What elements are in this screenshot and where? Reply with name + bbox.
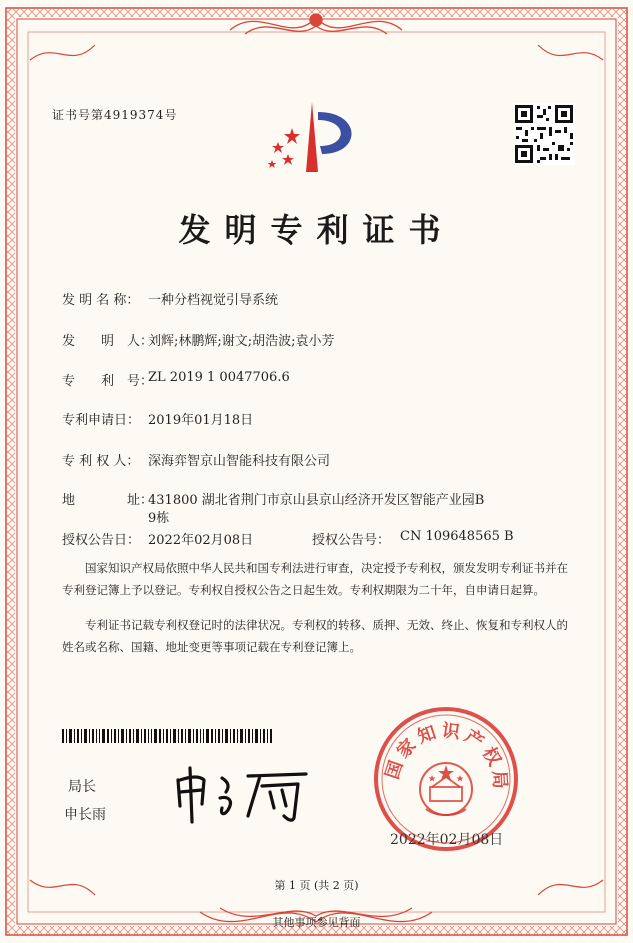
field-value-address-line2: 9栋	[148, 511, 170, 526]
grant-date-value: 2022年02月08日	[148, 533, 254, 548]
signature-title: 局长	[68, 779, 96, 795]
field-label-patent-number: 专 利 号：	[62, 374, 154, 389]
cnipa-logo-icon	[262, 98, 366, 178]
grant-number-label: 授权公告号：	[312, 533, 391, 548]
certificate-number: 证书号第4919374号	[52, 108, 178, 122]
barcode-icon	[62, 729, 272, 743]
field-label-invention-name: 发 明 名 称：	[62, 293, 140, 308]
field-value-address: 431800 湖北省荆门市京山县京山经济开发区智能产业园B	[148, 493, 485, 508]
field-value-inventors: 刘辉;林鹏辉;谢文;胡浩波;袁小芳	[148, 334, 335, 349]
field-value-filing-date: 2019年01月18日	[148, 413, 254, 428]
field-label-address: 地 址：	[62, 493, 154, 508]
paragraph-grant-statement: 国家知识产权局依照中华人民共和国专利法进行审查，决定授予专利权，颁发发明专利证书并在专利登记簿上予以登记。专利权自授权公告之日起生效。专利权期限为二十年，自申请日起算。	[62, 561, 568, 597]
field-value-invention-name: 一种分档视觉引导系统	[148, 293, 279, 308]
field-value-patent-number: ZL 2019 1 0047706.6	[148, 370, 290, 385]
signature-name: 申长雨	[64, 807, 106, 823]
handwritten-signature-icon	[170, 762, 320, 826]
field-label-filing-date: 专利申请日：	[62, 413, 141, 428]
certificate-title: 发明专利证书	[178, 211, 455, 249]
qr-code-icon	[513, 103, 575, 165]
svg-text:国家知识产权局: 国家知识产权局	[381, 720, 511, 794]
page-indicator: 第 1 页 (共 2 页)	[274, 879, 359, 892]
grant-number-value: CN 109648565 B	[400, 529, 514, 544]
back-note: 其他事项参见背面	[272, 916, 361, 929]
grant-date-label: 授权公告日：	[62, 533, 141, 548]
seal-date: 2022年02月08日	[390, 832, 504, 848]
paragraph-legal-status: 专利证书记载专利权登记时的法律状况。专利权的转移、质押、无效、终止、恢复和专利权人的姓名或名称、国籍、地址变更等事项记载在专利登记簿上。	[62, 618, 568, 654]
field-label-inventors: 发 明 人：	[62, 334, 154, 349]
field-label-patentee: 专 利 权 人：	[62, 454, 140, 469]
field-value-patentee: 深海弈智京山智能科技有限公司	[148, 454, 331, 469]
